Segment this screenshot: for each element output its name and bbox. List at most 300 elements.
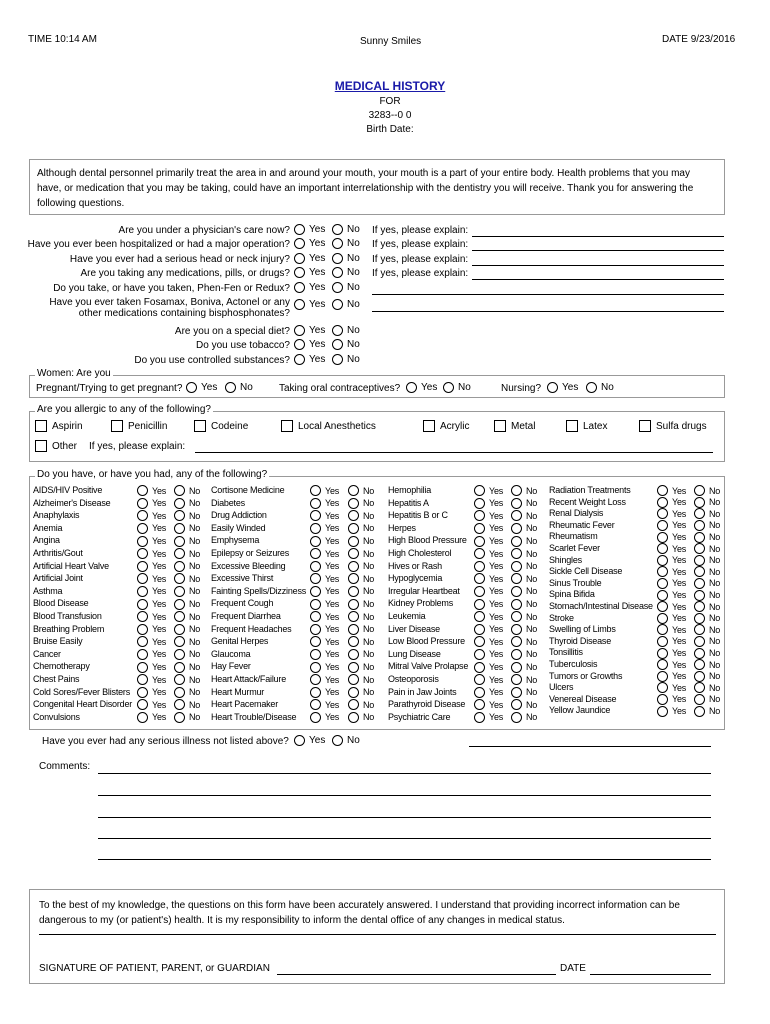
condition-stomach-intestinal-disease-no[interactable]: No (694, 601, 720, 612)
question-8-no[interactable]: No (332, 339, 360, 350)
condition-tumors-or-growths-no[interactable]: No (694, 671, 720, 682)
condition-asthma-yes[interactable]: Yes (137, 586, 166, 597)
condition-stomach-intestinal-disease-label: Stomach/Intestinal Disease (549, 601, 653, 611)
question-6-yes[interactable]: Yes (294, 299, 325, 310)
allergy-acrylic-checkbox[interactable]: Acrylic (423, 420, 469, 432)
condition-bruise-easily-label: Bruise Easily (33, 636, 83, 647)
question-8-yes[interactable]: Yes (294, 339, 325, 350)
condition-excessive-bleeding-no[interactable]: No (348, 561, 374, 572)
condition-heart-murmur-label: Heart Murmur (211, 686, 265, 697)
condition-tonsillitis-yes[interactable]: Yes (657, 647, 686, 658)
condition-rheumatic-fever-label: Rheumatic Fever (549, 519, 615, 530)
condition-chest-pains-no[interactable]: No (174, 674, 200, 685)
allergy-other-checkbox[interactable]: Other (35, 440, 77, 452)
condition-radiation-treatments-yes[interactable]: Yes (657, 485, 686, 496)
condition-cancer-no[interactable]: No (174, 649, 200, 660)
condition-liver-disease-label: Liver Disease (388, 623, 440, 634)
question-6-explain-line[interactable] (372, 311, 724, 312)
question-2-no[interactable]: No (332, 238, 360, 249)
allergy-penicillin-checkbox[interactable]: Penicillin (111, 420, 167, 432)
condition-ulcers-yes[interactable]: Yes (657, 682, 686, 693)
condition-mitral-valve-prolapse-yes[interactable]: Yes (474, 661, 503, 672)
serious-illness-label: Have you ever had any serious illness not listed above? (42, 736, 289, 747)
serious-illness-no[interactable]: No (332, 735, 360, 746)
condition-scarlet-fever-no[interactable]: No (694, 543, 720, 554)
condition-excessive-thirst-yes[interactable]: Yes (310, 573, 339, 584)
question-3-yes[interactable]: Yes (294, 253, 325, 264)
condition-radiation-treatments-no[interactable]: No (694, 485, 720, 496)
condition-drug-addiction-no[interactable]: No (348, 510, 374, 521)
condition-high-cholesterol-label: High Cholesterol (388, 548, 452, 558)
question-4-explain-label: If yes, please explain: (372, 268, 469, 279)
condition-anaphylaxis-yes[interactable]: Yes (137, 510, 166, 521)
time-stamp: TIME 10:14 AM (28, 34, 97, 45)
signature-line[interactable] (277, 974, 556, 975)
comments-label: Comments: (39, 761, 91, 772)
question-9-label: Do you use controlled substances? (134, 355, 290, 366)
condition-excessive-bleeding-yes[interactable]: Yes (310, 561, 339, 572)
condition-emphysema-label: Emphysema (211, 535, 260, 546)
condition-swelling-of-limbs-yes[interactable]: Yes (657, 624, 686, 635)
condition-frequent-cough-label: Frequent Cough (211, 598, 274, 609)
question-2-explain-label: If yes, please explain: (372, 239, 469, 250)
condition-herpes-yes[interactable]: Yes (474, 523, 503, 534)
question-1-no[interactable]: No (332, 224, 360, 235)
condition-anaphylaxis-no[interactable]: No (174, 510, 200, 521)
serious-illness-line[interactable] (469, 746, 711, 747)
condition-hepatitis-b-or-c-label: Hepatitis B or C (388, 510, 448, 521)
condition-lung-disease-yes[interactable]: Yes (474, 649, 503, 660)
condition-asthma-label: Asthma (33, 585, 63, 596)
condition-renal-dialysis-label: Renal Dialysis (549, 508, 604, 519)
allergy-latex-checkbox[interactable]: Latex (566, 420, 607, 432)
condition-recent-weight-loss-yes[interactable]: Yes (657, 497, 686, 508)
condition-low-blood-pressure-yes[interactable]: Yes (474, 636, 503, 647)
condition-aids-hiv-positive-no[interactable]: No (174, 485, 200, 496)
condition-genital-herpes-no[interactable]: No (348, 636, 374, 647)
condition-heart-murmur-no[interactable]: No (348, 687, 374, 698)
question-6-no[interactable]: No (332, 299, 360, 310)
condition-hypoglycemia-yes[interactable]: Yes (474, 573, 503, 584)
condition-arthritis-gout-label: Arthritis/Gout (33, 548, 83, 558)
condition-bruise-easily-no[interactable]: No (174, 636, 200, 647)
condition-tuberculosis-yes[interactable]: Yes (657, 659, 686, 670)
condition-leukemia-yes[interactable]: Yes (474, 611, 503, 622)
condition-breathing-problem-label: Breathing Problem (33, 623, 105, 634)
condition-heart-pacemaker-yes[interactable]: Yes (310, 699, 339, 710)
condition-kidney-problems-yes[interactable]: Yes (474, 598, 503, 609)
condition-congenital-heart-disorder-no[interactable]: No (174, 699, 200, 710)
condition-breathing-problem-no[interactable]: No (174, 624, 200, 635)
condition-glaucoma-label: Glaucoma (211, 648, 251, 659)
condition-recent-weight-loss-no[interactable]: No (694, 497, 720, 508)
condition-renal-dialysis-no[interactable]: No (694, 508, 720, 519)
question-9-yes[interactable]: Yes (294, 354, 325, 365)
question-2-explain-line[interactable] (472, 250, 724, 251)
condition-heart-murmur-yes[interactable]: Yes (310, 687, 339, 698)
condition-heart-pacemaker-label: Heart Pacemaker (211, 699, 279, 710)
question-6-label-2: other medications containing bisphosphonates? (78, 308, 290, 319)
condition-blood-transfusion-no[interactable]: No (174, 611, 200, 622)
condition-pain-in-jaw-joints-yes[interactable]: Yes (474, 687, 503, 698)
allergy-sulfa-drugs-checkbox[interactable]: Sulfa drugs (639, 420, 707, 432)
condition-cancer-yes[interactable]: Yes (137, 649, 166, 660)
condition-congenital-heart-disorder-yes[interactable]: Yes (137, 699, 166, 710)
condition-psychiatric-care-no[interactable]: No (511, 712, 537, 723)
condition-lung-disease-no[interactable]: No (511, 649, 537, 660)
comments-line[interactable] (98, 838, 711, 839)
condition-anemia-label: Anemia (33, 522, 63, 533)
condition-swelling-of-limbs-label: Swelling of Limbs (549, 624, 616, 635)
question-4-explain-line[interactable] (472, 279, 724, 280)
condition-rheumatism-yes[interactable]: Yes (657, 531, 686, 542)
condition-cold-sores-fever-blisters-yes[interactable]: Yes (137, 687, 166, 698)
question-5-explain-line[interactable] (372, 294, 724, 295)
comments-line[interactable] (98, 859, 711, 860)
condition-venereal-disease-yes[interactable]: Yes (657, 694, 686, 705)
question-5-no[interactable]: No (332, 282, 360, 293)
condition-thyroid-disease-yes[interactable]: Yes (657, 636, 686, 647)
question-7-yes[interactable]: Yes (294, 325, 325, 336)
condition-chemotherapy-yes[interactable]: Yes (137, 661, 166, 672)
condition-tonsillitis-label: Tonsillitis (549, 647, 583, 658)
condition-scarlet-fever-label: Scarlet Fever (549, 543, 600, 553)
condition-venereal-disease-no[interactable]: No (694, 694, 720, 705)
signature-date-line[interactable] (590, 974, 711, 975)
condition-excessive-bleeding-label: Excessive Bleeding (211, 560, 286, 571)
condition-hemophilia-no[interactable]: No (511, 485, 537, 496)
question-5-label: Do you take, or have you taken, Phen-Fen or Redux? (53, 283, 290, 294)
condition-hepatitis-b-or-c-no[interactable]: No (511, 510, 537, 521)
condition-low-blood-pressure-no[interactable]: No (511, 636, 537, 647)
allergy-explain-label: If yes, please explain: (89, 441, 186, 452)
condition-hepatitis-a-no[interactable]: No (511, 498, 537, 509)
condition-artificial-joint-yes[interactable]: Yes (137, 573, 166, 584)
condition-asthma-no[interactable]: No (174, 586, 200, 597)
patient-id: 3283--0 0 (368, 110, 412, 121)
condition-blood-disease-yes[interactable]: Yes (137, 598, 166, 609)
condition-stroke-yes[interactable]: Yes (657, 613, 686, 624)
condition-convulsions-yes[interactable]: Yes (137, 712, 166, 723)
condition-cortisone-medicine-label: Cortisone Medicine (211, 485, 285, 495)
condition-lung-disease-label: Lung Disease (388, 648, 441, 659)
comments-line[interactable] (98, 817, 711, 818)
condition-hives-or-rash-no[interactable]: No (511, 561, 537, 572)
condition-sinus-trouble-yes[interactable]: Yes (657, 578, 686, 589)
pregnant-no[interactable]: No (225, 382, 253, 393)
condition-chemotherapy-label: Chemotherapy (33, 661, 90, 672)
condition-pain-in-jaw-joints-label: Pain in Jaw Joints (388, 686, 457, 697)
condition-leukemia-no[interactable]: No (511, 611, 537, 622)
condition-sickle-cell-disease-label: Sickle Cell Disease (549, 566, 623, 577)
condition-low-blood-pressure-label: Low Blood Pressure (388, 636, 465, 647)
question-1-explain-line[interactable] (472, 236, 724, 237)
women-nursing-label: Nursing? (501, 383, 542, 394)
condition-shingles-no[interactable]: No (694, 555, 720, 566)
pregnant-yes[interactable]: Yes (186, 382, 217, 393)
condition-hay-fever-no[interactable]: No (348, 661, 374, 672)
women-contraceptives-label: Taking oral contraceptives? (279, 383, 401, 394)
serious-illness-yes[interactable]: Yes (294, 735, 325, 746)
condition-drug-addiction-label: Drug Addiction (211, 510, 267, 521)
condition-irregular-heartbeat-no[interactable]: No (511, 586, 537, 597)
condition-thyroid-disease-label: Thyroid Disease (549, 635, 612, 646)
condition-high-blood-pressure-yes[interactable]: Yes (474, 535, 503, 546)
date-stamp: DATE 9/23/2016 (662, 34, 736, 45)
condition-high-blood-pressure-label: High Blood Pressure (388, 535, 467, 546)
condition-frequent-cough-yes[interactable]: Yes (310, 598, 339, 609)
question-3-explain-line[interactable] (472, 265, 724, 266)
condition-artificial-heart-valve-no[interactable]: No (174, 561, 200, 572)
condition-sickle-cell-disease-yes[interactable]: Yes (657, 566, 686, 577)
allergy-codeine-checkbox[interactable]: Codeine (194, 420, 248, 432)
condition-angina-yes[interactable]: Yes (137, 535, 166, 546)
women-pregnant-label: Pregnant/Trying to get pregnant? (36, 383, 183, 394)
condition-kidney-problems-label: Kidney Problems (388, 598, 454, 609)
condition-drug-addiction-yes[interactable]: Yes (310, 510, 339, 521)
condition-tuberculosis-label: Tuberculosis (549, 659, 598, 669)
condition-heart-trouble-disease-yes[interactable]: Yes (310, 712, 339, 723)
condition-anaphylaxis-label: Anaphylaxis (33, 510, 80, 521)
condition-recent-weight-loss-label: Recent Weight Loss (549, 496, 626, 507)
condition-genital-herpes-yes[interactable]: Yes (310, 636, 339, 647)
condition-hemophilia-label: Hemophilia (388, 485, 432, 495)
condition-excessive-thirst-no[interactable]: No (348, 573, 374, 584)
attestation-line (39, 934, 716, 935)
condition-stomach-intestinal-disease-yes[interactable]: Yes (657, 601, 686, 612)
comments-line[interactable] (98, 773, 711, 774)
condition-frequent-headaches-yes[interactable]: Yes (310, 624, 339, 635)
condition-parathyroid-disease-label: Parathyroid Disease (388, 699, 466, 710)
condition-frequent-diarrhea-yes[interactable]: Yes (310, 611, 339, 622)
condition-blood-transfusion-label: Blood Transfusion (33, 611, 102, 621)
condition-hay-fever-label: Hay Fever (211, 661, 251, 672)
condition-artificial-joint-no[interactable]: No (174, 573, 200, 584)
condition-frequent-headaches-label: Frequent Headaches (211, 623, 292, 634)
condition-chest-pains-label: Chest Pains (33, 674, 80, 684)
condition-glaucoma-no[interactable]: No (348, 649, 374, 660)
condition-frequent-cough-no[interactable]: No (348, 598, 374, 609)
condition-cold-sores-fever-blisters-no[interactable]: No (174, 687, 200, 698)
condition-hypoglycemia-no[interactable]: No (511, 573, 537, 584)
condition-shingles-yes[interactable]: Yes (657, 555, 686, 566)
question-1-explain-label: If yes, please explain: (372, 225, 469, 236)
condition-yellow-jaundice-label: Yellow Jaundice (549, 705, 611, 716)
question-4-yes[interactable]: Yes (294, 267, 325, 278)
condition-anemia-yes[interactable]: Yes (137, 523, 166, 534)
condition-convulsions-no[interactable]: No (174, 712, 200, 723)
condition-diabetes-yes[interactable]: Yes (310, 498, 339, 509)
condition-frequent-headaches-no[interactable]: No (348, 624, 374, 635)
condition-yellow-jaundice-no[interactable]: No (694, 705, 720, 716)
condition-ulcers-label: Ulcers (549, 682, 574, 693)
condition-fainting-spells-dizziness-label: Fainting Spells/Dizziness (211, 585, 307, 596)
condition-osteoporosis-label: Osteoporosis (388, 674, 439, 684)
condition-psychiatric-care-yes[interactable]: Yes (474, 712, 503, 723)
condition-psychiatric-care-label: Psychiatric Care (388, 711, 451, 722)
condition-osteoporosis-no[interactable]: No (511, 674, 537, 685)
condition-pain-in-jaw-joints-no[interactable]: No (511, 687, 537, 698)
condition-sickle-cell-disease-no[interactable]: No (694, 566, 720, 577)
condition-hepatitis-a-yes[interactable]: Yes (474, 498, 503, 509)
condition-sinus-trouble-label: Sinus Trouble (549, 577, 602, 588)
condition-renal-dialysis-yes[interactable]: Yes (657, 508, 686, 519)
condition-irregular-heartbeat-yes[interactable]: Yes (474, 586, 503, 597)
condition-heart-attack-failure-yes[interactable]: Yes (310, 674, 339, 685)
condition-venereal-disease-label: Venereal Disease (549, 693, 617, 704)
nursing-no[interactable]: No (586, 382, 614, 393)
contraceptives-no[interactable]: No (443, 382, 471, 393)
condition-angina-label: Angina (33, 535, 60, 546)
condition-anemia-no[interactable]: No (174, 523, 200, 534)
question-9-no[interactable]: No (332, 354, 360, 365)
condition-hay-fever-yes[interactable]: Yes (310, 661, 339, 672)
condition-easily-winded-yes[interactable]: Yes (310, 523, 339, 534)
condition-blood-disease-label: Blood Disease (33, 598, 89, 609)
condition-high-blood-pressure-no[interactable]: No (511, 535, 537, 546)
condition-emphysema-yes[interactable]: Yes (310, 535, 339, 546)
condition-high-cholesterol-yes[interactable]: Yes (474, 548, 503, 559)
condition-liver-disease-yes[interactable]: Yes (474, 624, 503, 635)
condition-tuberculosis-no[interactable]: No (694, 659, 720, 670)
condition-scarlet-fever-yes[interactable]: Yes (657, 543, 686, 554)
attestation-text: To the best of my knowledge, the questions on this form have been accurately answered. I understand that providing incorrect information can be dangerous to my (or patient's) health. It is my responsibility to inform the dental office of any changes in medical status. (39, 900, 680, 926)
condition-rheumatism-label: Rheumatism (549, 531, 598, 542)
intro-text: Although dental personnel primarily treat the area in and around your mouth, your mouth is a part of your entire body. Health problems that you may have, or medication that you may be taking, could have an important interrelationship with the dentistry you will receive. Thank you for answering the following questions. (37, 168, 694, 209)
condition-yellow-jaundice-yes[interactable]: Yes (657, 705, 686, 716)
condition-radiation-treatments-label: Radiation Treatments (549, 485, 631, 495)
condition-spina-bifida-label: Spina Bifida (549, 589, 595, 600)
condition-cortisone-medicine-yes[interactable]: Yes (310, 485, 339, 496)
condition-easily-winded-label: Easily Winded (211, 522, 266, 533)
condition-bruise-easily-yes[interactable]: Yes (137, 636, 166, 647)
condition-hepatitis-b-or-c-yes[interactable]: Yes (474, 510, 503, 521)
question-4-no[interactable]: No (332, 267, 360, 278)
condition-hemophilia-yes[interactable]: Yes (474, 485, 503, 496)
condition-frequent-diarrhea-label: Frequent Diarrhea (211, 611, 281, 621)
office-name: Sunny Smiles (360, 36, 422, 47)
nursing-yes[interactable]: Yes (547, 382, 578, 393)
condition-emphysema-no[interactable]: No (348, 535, 374, 546)
condition-diabetes-label: Diabetes (211, 497, 245, 508)
condition-excessive-thirst-label: Excessive Thirst (211, 573, 274, 584)
condition-blood-transfusion-yes[interactable]: Yes (137, 611, 166, 622)
condition-congenital-heart-disorder-label: Congenital Heart Disorder (33, 699, 133, 710)
condition-alzheimer-s-disease-no[interactable]: No (174, 498, 200, 509)
condition-arthritis-gout-no[interactable]: No (174, 548, 200, 559)
question-3-no[interactable]: No (332, 253, 360, 264)
condition-frequent-diarrhea-no[interactable]: No (348, 611, 374, 622)
allergy-aspirin-checkbox[interactable]: Aspirin (35, 420, 83, 432)
condition-mitral-valve-prolapse-no[interactable]: No (511, 661, 537, 672)
allergy-local-anesthetics-checkbox[interactable]: Local Anesthetics (281, 420, 376, 432)
page-title: MEDICAL HISTORY (334, 79, 446, 93)
condition-spina-bifida-no[interactable]: No (694, 589, 720, 600)
condition-heart-attack-failure-label: Heart Attack/Failure (211, 674, 287, 684)
condition-chest-pains-yes[interactable]: Yes (137, 674, 166, 685)
condition-blood-disease-no[interactable]: No (174, 598, 200, 609)
condition-hypoglycemia-label: Hypoglycemia (388, 573, 443, 584)
condition-tonsillitis-no[interactable]: No (694, 647, 720, 658)
condition-ulcers-no[interactable]: No (694, 682, 720, 693)
question-5-yes[interactable]: Yes (294, 282, 325, 293)
signature-label: SIGNATURE OF PATIENT, PARENT, or GUARDIAN (39, 963, 270, 974)
condition-diabetes-no[interactable]: No (348, 498, 374, 509)
condition-heart-trouble-disease-label: Heart Trouble/Disease (211, 711, 297, 722)
condition-irregular-heartbeat-label: Irregular Heartbeat (388, 585, 460, 596)
allergy-metal-checkbox[interactable]: Metal (494, 420, 535, 432)
condition-cortisone-medicine-no[interactable]: No (348, 485, 374, 496)
condition-stroke-label: Stroke (549, 612, 574, 623)
question-3-explain-label: If yes, please explain: (372, 254, 469, 265)
question-2-yes[interactable]: Yes (294, 238, 325, 249)
condition-heart-trouble-disease-no[interactable]: No (348, 712, 374, 723)
question-1-label: Are you under a physician's care now? (118, 225, 290, 236)
birth-date: Birth Date: (366, 124, 414, 135)
condition-cancer-label: Cancer (33, 648, 61, 659)
condition-high-cholesterol-no[interactable]: No (511, 548, 537, 559)
condition-easily-winded-no[interactable]: No (348, 523, 374, 534)
condition-thyroid-disease-no[interactable]: No (694, 636, 720, 647)
condition-rheumatic-fever-yes[interactable]: Yes (657, 520, 686, 531)
condition-stroke-no[interactable]: No (694, 613, 720, 624)
condition-swelling-of-limbs-no[interactable]: No (694, 624, 720, 635)
condition-epilepsy-or-seizures-yes[interactable]: Yes (310, 548, 339, 559)
condition-artificial-joint-label: Artificial Joint (33, 573, 83, 584)
question-7-label: Are you on a special diet? (174, 326, 290, 337)
condition-shingles-label: Shingles (549, 554, 582, 565)
condition-fainting-spells-dizziness-no[interactable]: No (348, 586, 374, 597)
question-2-label: Have you ever been hospitalized or had a major operation? (27, 239, 290, 250)
condition-hives-or-rash-yes[interactable]: Yes (474, 561, 503, 572)
condition-tumors-or-growths-yes[interactable]: Yes (657, 671, 686, 682)
comments-line[interactable] (98, 795, 711, 796)
condition-liver-disease-no[interactable]: No (511, 624, 537, 635)
condition-breathing-problem-yes[interactable]: Yes (137, 624, 166, 635)
condition-fainting-spells-dizziness-yes[interactable]: Yes (310, 586, 339, 597)
question-4-label: Are you taking any medications, pills, or drugs? (80, 268, 290, 279)
condition-rheumatism-no[interactable]: No (694, 531, 720, 542)
condition-aids-hiv-positive-yes[interactable]: Yes (137, 485, 166, 496)
condition-glaucoma-yes[interactable]: Yes (310, 649, 339, 660)
condition-arthritis-gout-yes[interactable]: Yes (137, 548, 166, 559)
condition-sinus-trouble-no[interactable]: No (694, 578, 720, 589)
condition-parathyroid-disease-yes[interactable]: Yes (474, 699, 503, 710)
condition-kidney-problems-no[interactable]: No (511, 598, 537, 609)
allergy-box (29, 411, 725, 462)
condition-heart-pacemaker-no[interactable]: No (348, 699, 374, 710)
condition-cold-sores-fever-blisters-label: Cold Sores/Fever Blisters (33, 686, 131, 697)
condition-heart-attack-failure-no[interactable]: No (348, 674, 374, 685)
condition-epilepsy-or-seizures-no[interactable]: No (348, 548, 374, 559)
condition-spina-bifida-yes[interactable]: Yes (657, 589, 686, 600)
condition-artificial-heart-valve-label: Artificial Heart Valve (33, 560, 109, 571)
condition-osteoporosis-yes[interactable]: Yes (474, 674, 503, 685)
condition-rheumatic-fever-no[interactable]: No (694, 520, 720, 531)
condition-alzheimer-s-disease-yes[interactable]: Yes (137, 498, 166, 509)
condition-chemotherapy-no[interactable]: No (174, 661, 200, 672)
condition-herpes-no[interactable]: No (511, 523, 537, 534)
condition-parathyroid-disease-no[interactable]: No (511, 699, 537, 710)
question-1-yes[interactable]: Yes (294, 224, 325, 235)
condition-mitral-valve-prolapse-label: Mitral Valve Prolapse (388, 661, 469, 672)
question-7-no[interactable]: No (332, 325, 360, 336)
contraceptives-yes[interactable]: Yes (406, 382, 437, 393)
women-legend: Women: Are you (37, 368, 111, 379)
condition-artificial-heart-valve-yes[interactable]: Yes (137, 561, 166, 572)
condition-angina-no[interactable]: No (174, 535, 200, 546)
allergy-explain-line[interactable] (195, 452, 713, 453)
